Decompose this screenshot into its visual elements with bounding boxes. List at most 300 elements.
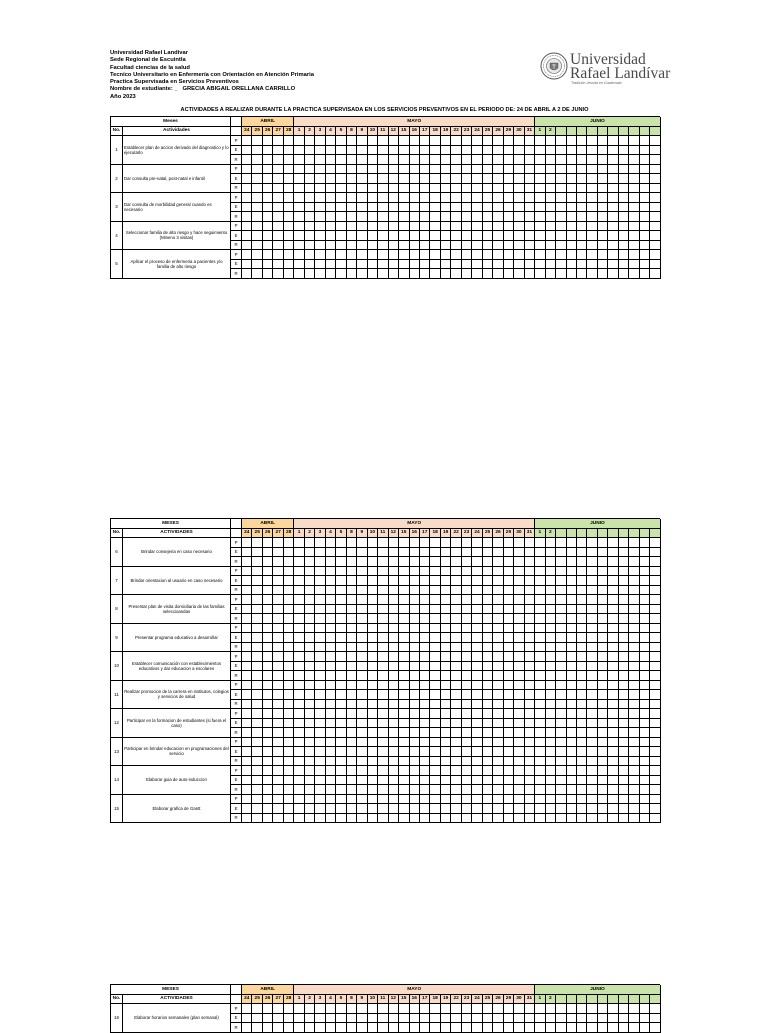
schedule-cell[interactable] xyxy=(546,804,556,814)
schedule-cell[interactable] xyxy=(357,633,367,643)
schedule-cell[interactable] xyxy=(284,567,294,577)
schedule-cell[interactable] xyxy=(399,814,409,824)
schedule-cell[interactable] xyxy=(273,747,283,757)
schedule-cell[interactable] xyxy=(430,260,440,270)
schedule-cell[interactable] xyxy=(504,595,514,605)
schedule-cell[interactable] xyxy=(378,776,388,786)
schedule-cell[interactable] xyxy=(546,709,556,719)
schedule-cell[interactable] xyxy=(420,766,430,776)
schedule-cell[interactable] xyxy=(294,576,304,586)
schedule-cell[interactable] xyxy=(525,738,535,748)
schedule-cell[interactable] xyxy=(640,241,650,251)
schedule-cell[interactable] xyxy=(305,785,315,795)
schedule-cell[interactable] xyxy=(451,538,461,548)
schedule-cell[interactable] xyxy=(629,605,639,615)
schedule-cell[interactable] xyxy=(284,269,294,279)
schedule-cell[interactable] xyxy=(650,595,660,605)
schedule-cell[interactable] xyxy=(368,203,378,213)
schedule-cell[interactable] xyxy=(410,231,420,241)
schedule-cell[interactable] xyxy=(336,719,346,729)
schedule-cell[interactable] xyxy=(640,633,650,643)
schedule-cell[interactable] xyxy=(430,595,440,605)
schedule-cell[interactable] xyxy=(640,567,650,577)
schedule-cell[interactable] xyxy=(483,538,493,548)
schedule-cell[interactable] xyxy=(284,652,294,662)
schedule-cell[interactable] xyxy=(451,1004,461,1014)
schedule-cell[interactable] xyxy=(525,690,535,700)
schedule-cell[interactable] xyxy=(525,260,535,270)
schedule-cell[interactable] xyxy=(336,804,346,814)
schedule-cell[interactable] xyxy=(315,231,325,241)
schedule-cell[interactable] xyxy=(273,269,283,279)
schedule-cell[interactable] xyxy=(389,785,399,795)
schedule-cell[interactable] xyxy=(462,662,472,672)
schedule-cell[interactable] xyxy=(315,738,325,748)
schedule-cell[interactable] xyxy=(577,814,587,824)
schedule-cell[interactable] xyxy=(368,652,378,662)
schedule-cell[interactable] xyxy=(493,681,503,691)
schedule-cell[interactable] xyxy=(598,548,608,558)
schedule-cell[interactable] xyxy=(263,165,273,175)
schedule-cell[interactable] xyxy=(410,146,420,156)
schedule-cell[interactable] xyxy=(430,557,440,567)
schedule-cell[interactable] xyxy=(483,212,493,222)
schedule-cell[interactable] xyxy=(493,586,503,596)
schedule-cell[interactable] xyxy=(462,681,472,691)
schedule-cell[interactable] xyxy=(242,738,252,748)
schedule-cell[interactable] xyxy=(514,804,524,814)
schedule-cell[interactable] xyxy=(284,1023,294,1033)
schedule-cell[interactable] xyxy=(441,671,451,681)
schedule-cell[interactable] xyxy=(504,212,514,222)
schedule-cell[interactable] xyxy=(493,1004,503,1014)
schedule-cell[interactable] xyxy=(462,155,472,165)
schedule-cell[interactable] xyxy=(577,776,587,786)
schedule-cell[interactable] xyxy=(326,719,336,729)
schedule-cell[interactable] xyxy=(608,1014,618,1024)
schedule-cell[interactable] xyxy=(252,174,262,184)
schedule-cell[interactable] xyxy=(525,1014,535,1024)
schedule-cell[interactable] xyxy=(629,203,639,213)
schedule-cell[interactable] xyxy=(315,766,325,776)
schedule-cell[interactable] xyxy=(493,231,503,241)
schedule-cell[interactable] xyxy=(472,1004,482,1014)
schedule-cell[interactable] xyxy=(472,624,482,634)
schedule-cell[interactable] xyxy=(430,193,440,203)
schedule-cell[interactable] xyxy=(556,814,566,824)
schedule-cell[interactable] xyxy=(451,795,461,805)
schedule-cell[interactable] xyxy=(567,700,577,710)
schedule-cell[interactable] xyxy=(410,174,420,184)
schedule-cell[interactable] xyxy=(336,700,346,710)
schedule-cell[interactable] xyxy=(451,757,461,767)
schedule-cell[interactable] xyxy=(410,586,420,596)
schedule-cell[interactable] xyxy=(378,671,388,681)
schedule-cell[interactable] xyxy=(357,548,367,558)
schedule-cell[interactable] xyxy=(462,538,472,548)
schedule-cell[interactable] xyxy=(357,766,367,776)
schedule-cell[interactable] xyxy=(556,595,566,605)
schedule-cell[interactable] xyxy=(420,260,430,270)
schedule-cell[interactable] xyxy=(493,662,503,672)
schedule-cell[interactable] xyxy=(640,557,650,567)
schedule-cell[interactable] xyxy=(284,576,294,586)
schedule-cell[interactable] xyxy=(650,757,660,767)
schedule-cell[interactable] xyxy=(357,557,367,567)
schedule-cell[interactable] xyxy=(567,576,577,586)
schedule-cell[interactable] xyxy=(420,662,430,672)
schedule-cell[interactable] xyxy=(336,269,346,279)
schedule-cell[interactable] xyxy=(493,184,503,194)
schedule-cell[interactable] xyxy=(252,165,262,175)
schedule-cell[interactable] xyxy=(567,146,577,156)
schedule-cell[interactable] xyxy=(556,671,566,681)
schedule-cell[interactable] xyxy=(525,567,535,577)
schedule-cell[interactable] xyxy=(525,184,535,194)
schedule-cell[interactable] xyxy=(315,700,325,710)
schedule-cell[interactable] xyxy=(242,624,252,634)
schedule-cell[interactable] xyxy=(546,174,556,184)
schedule-cell[interactable] xyxy=(577,643,587,653)
schedule-cell[interactable] xyxy=(336,785,346,795)
schedule-cell[interactable] xyxy=(263,624,273,634)
schedule-cell[interactable] xyxy=(273,605,283,615)
schedule-cell[interactable] xyxy=(410,260,420,270)
schedule-cell[interactable] xyxy=(294,1014,304,1024)
schedule-cell[interactable] xyxy=(357,700,367,710)
schedule-cell[interactable] xyxy=(493,785,503,795)
schedule-cell[interactable] xyxy=(420,795,430,805)
schedule-cell[interactable] xyxy=(556,241,566,251)
schedule-cell[interactable] xyxy=(650,538,660,548)
schedule-cell[interactable] xyxy=(567,269,577,279)
schedule-cell[interactable] xyxy=(629,1004,639,1014)
schedule-cell[interactable] xyxy=(273,136,283,146)
schedule-cell[interactable] xyxy=(368,605,378,615)
schedule-cell[interactable] xyxy=(535,766,545,776)
schedule-cell[interactable] xyxy=(504,738,514,748)
schedule-cell[interactable] xyxy=(326,728,336,738)
schedule-cell[interactable] xyxy=(483,766,493,776)
schedule-cell[interactable] xyxy=(598,165,608,175)
schedule-cell[interactable] xyxy=(441,1023,451,1033)
schedule-cell[interactable] xyxy=(336,538,346,548)
schedule-cell[interactable] xyxy=(483,700,493,710)
schedule-cell[interactable] xyxy=(252,212,262,222)
schedule-cell[interactable] xyxy=(284,633,294,643)
schedule-cell[interactable] xyxy=(242,700,252,710)
schedule-cell[interactable] xyxy=(399,643,409,653)
schedule-cell[interactable] xyxy=(535,155,545,165)
schedule-cell[interactable] xyxy=(378,814,388,824)
schedule-cell[interactable] xyxy=(441,595,451,605)
schedule-cell[interactable] xyxy=(441,605,451,615)
schedule-cell[interactable] xyxy=(546,1004,556,1014)
schedule-cell[interactable] xyxy=(336,605,346,615)
schedule-cell[interactable] xyxy=(504,1014,514,1024)
schedule-cell[interactable] xyxy=(493,605,503,615)
schedule-cell[interactable] xyxy=(252,538,262,548)
schedule-cell[interactable] xyxy=(347,1004,357,1014)
schedule-cell[interactable] xyxy=(598,241,608,251)
schedule-cell[interactable] xyxy=(430,203,440,213)
schedule-cell[interactable] xyxy=(368,643,378,653)
schedule-cell[interactable] xyxy=(347,681,357,691)
schedule-cell[interactable] xyxy=(567,747,577,757)
schedule-cell[interactable] xyxy=(608,586,618,596)
schedule-cell[interactable] xyxy=(546,576,556,586)
schedule-cell[interactable] xyxy=(284,814,294,824)
schedule-cell[interactable] xyxy=(357,1014,367,1024)
schedule-cell[interactable] xyxy=(315,614,325,624)
schedule-cell[interactable] xyxy=(378,260,388,270)
schedule-cell[interactable] xyxy=(587,643,597,653)
schedule-cell[interactable] xyxy=(640,548,650,558)
schedule-cell[interactable] xyxy=(619,193,629,203)
schedule-cell[interactable] xyxy=(525,1004,535,1014)
schedule-cell[interactable] xyxy=(378,184,388,194)
schedule-cell[interactable] xyxy=(629,1014,639,1024)
schedule-cell[interactable] xyxy=(525,231,535,241)
schedule-cell[interactable] xyxy=(546,785,556,795)
schedule-cell[interactable] xyxy=(252,567,262,577)
schedule-cell[interactable] xyxy=(326,709,336,719)
schedule-cell[interactable] xyxy=(430,804,440,814)
schedule-cell[interactable] xyxy=(640,662,650,672)
schedule-cell[interactable] xyxy=(273,548,283,558)
schedule-cell[interactable] xyxy=(284,538,294,548)
schedule-cell[interactable] xyxy=(263,548,273,558)
schedule-cell[interactable] xyxy=(640,203,650,213)
schedule-cell[interactable] xyxy=(567,548,577,558)
schedule-cell[interactable] xyxy=(462,203,472,213)
schedule-cell[interactable] xyxy=(577,614,587,624)
schedule-cell[interactable] xyxy=(399,212,409,222)
schedule-cell[interactable] xyxy=(315,576,325,586)
schedule-cell[interactable] xyxy=(535,738,545,748)
schedule-cell[interactable] xyxy=(242,165,252,175)
schedule-cell[interactable] xyxy=(493,766,503,776)
schedule-cell[interactable] xyxy=(472,222,482,232)
schedule-cell[interactable] xyxy=(315,136,325,146)
schedule-cell[interactable] xyxy=(294,747,304,757)
schedule-cell[interactable] xyxy=(608,728,618,738)
schedule-cell[interactable] xyxy=(336,155,346,165)
schedule-cell[interactable] xyxy=(504,700,514,710)
schedule-cell[interactable] xyxy=(608,785,618,795)
schedule-cell[interactable] xyxy=(451,241,461,251)
schedule-cell[interactable] xyxy=(389,586,399,596)
schedule-cell[interactable] xyxy=(483,624,493,634)
schedule-cell[interactable] xyxy=(483,776,493,786)
schedule-cell[interactable] xyxy=(587,804,597,814)
schedule-cell[interactable] xyxy=(315,212,325,222)
schedule-cell[interactable] xyxy=(326,785,336,795)
schedule-cell[interactable] xyxy=(608,814,618,824)
schedule-cell[interactable] xyxy=(326,633,336,643)
schedule-cell[interactable] xyxy=(619,804,629,814)
schedule-cell[interactable] xyxy=(357,203,367,213)
schedule-cell[interactable] xyxy=(650,614,660,624)
schedule-cell[interactable] xyxy=(608,193,618,203)
schedule-cell[interactable] xyxy=(263,136,273,146)
schedule-cell[interactable] xyxy=(368,709,378,719)
schedule-cell[interactable] xyxy=(535,193,545,203)
schedule-cell[interactable] xyxy=(430,605,440,615)
schedule-cell[interactable] xyxy=(608,690,618,700)
schedule-cell[interactable] xyxy=(242,146,252,156)
schedule-cell[interactable] xyxy=(273,662,283,672)
schedule-cell[interactable] xyxy=(608,269,618,279)
schedule-cell[interactable] xyxy=(514,203,524,213)
schedule-cell[interactable] xyxy=(305,804,315,814)
schedule-cell[interactable] xyxy=(441,193,451,203)
schedule-cell[interactable] xyxy=(504,643,514,653)
schedule-cell[interactable] xyxy=(577,250,587,260)
schedule-cell[interactable] xyxy=(514,250,524,260)
schedule-cell[interactable] xyxy=(430,165,440,175)
schedule-cell[interactable] xyxy=(577,1004,587,1014)
schedule-cell[interactable] xyxy=(535,269,545,279)
schedule-cell[interactable] xyxy=(504,804,514,814)
schedule-cell[interactable] xyxy=(629,567,639,577)
schedule-cell[interactable] xyxy=(619,269,629,279)
schedule-cell[interactable] xyxy=(389,250,399,260)
schedule-cell[interactable] xyxy=(410,269,420,279)
schedule-cell[interactable] xyxy=(483,671,493,681)
schedule-cell[interactable] xyxy=(472,738,482,748)
schedule-cell[interactable] xyxy=(315,222,325,232)
schedule-cell[interactable] xyxy=(451,184,461,194)
schedule-cell[interactable] xyxy=(493,709,503,719)
schedule-cell[interactable] xyxy=(284,766,294,776)
schedule-cell[interactable] xyxy=(441,624,451,634)
schedule-cell[interactable] xyxy=(451,643,461,653)
schedule-cell[interactable] xyxy=(493,719,503,729)
schedule-cell[interactable] xyxy=(525,586,535,596)
schedule-cell[interactable] xyxy=(294,757,304,767)
schedule-cell[interactable] xyxy=(514,757,524,767)
schedule-cell[interactable] xyxy=(504,548,514,558)
schedule-cell[interactable] xyxy=(650,690,660,700)
schedule-cell[interactable] xyxy=(640,614,650,624)
schedule-cell[interactable] xyxy=(430,155,440,165)
schedule-cell[interactable] xyxy=(619,624,629,634)
schedule-cell[interactable] xyxy=(640,155,650,165)
schedule-cell[interactable] xyxy=(483,231,493,241)
schedule-cell[interactable] xyxy=(546,567,556,577)
schedule-cell[interactable] xyxy=(378,605,388,615)
schedule-cell[interactable] xyxy=(567,709,577,719)
schedule-cell[interactable] xyxy=(514,814,524,824)
schedule-cell[interactable] xyxy=(357,681,367,691)
schedule-cell[interactable] xyxy=(368,595,378,605)
schedule-cell[interactable] xyxy=(441,165,451,175)
schedule-cell[interactable] xyxy=(410,165,420,175)
schedule-cell[interactable] xyxy=(514,738,524,748)
schedule-cell[interactable] xyxy=(451,174,461,184)
schedule-cell[interactable] xyxy=(368,222,378,232)
schedule-cell[interactable] xyxy=(305,766,315,776)
schedule-cell[interactable] xyxy=(472,614,482,624)
schedule-cell[interactable] xyxy=(357,250,367,260)
schedule-cell[interactable] xyxy=(368,766,378,776)
schedule-cell[interactable] xyxy=(525,605,535,615)
schedule-cell[interactable] xyxy=(441,652,451,662)
schedule-cell[interactable] xyxy=(472,605,482,615)
schedule-cell[interactable] xyxy=(441,146,451,156)
schedule-cell[interactable] xyxy=(483,193,493,203)
schedule-cell[interactable] xyxy=(650,184,660,194)
schedule-cell[interactable] xyxy=(357,776,367,786)
schedule-cell[interactable] xyxy=(263,212,273,222)
schedule-cell[interactable] xyxy=(598,1004,608,1014)
schedule-cell[interactable] xyxy=(410,1023,420,1033)
schedule-cell[interactable] xyxy=(493,757,503,767)
schedule-cell[interactable] xyxy=(472,633,482,643)
schedule-cell[interactable] xyxy=(608,700,618,710)
schedule-cell[interactable] xyxy=(242,567,252,577)
schedule-cell[interactable] xyxy=(650,747,660,757)
schedule-cell[interactable] xyxy=(368,624,378,634)
schedule-cell[interactable] xyxy=(462,671,472,681)
schedule-cell[interactable] xyxy=(420,241,430,251)
schedule-cell[interactable] xyxy=(326,681,336,691)
schedule-cell[interactable] xyxy=(629,719,639,729)
schedule-cell[interactable] xyxy=(577,785,587,795)
schedule-cell[interactable] xyxy=(619,757,629,767)
schedule-cell[interactable] xyxy=(598,652,608,662)
schedule-cell[interactable] xyxy=(336,709,346,719)
schedule-cell[interactable] xyxy=(472,538,482,548)
schedule-cell[interactable] xyxy=(389,776,399,786)
schedule-cell[interactable] xyxy=(483,567,493,577)
schedule-cell[interactable] xyxy=(493,155,503,165)
schedule-cell[interactable] xyxy=(546,586,556,596)
schedule-cell[interactable] xyxy=(598,766,608,776)
schedule-cell[interactable] xyxy=(399,652,409,662)
schedule-cell[interactable] xyxy=(347,633,357,643)
schedule-cell[interactable] xyxy=(315,795,325,805)
schedule-cell[interactable] xyxy=(629,766,639,776)
schedule-cell[interactable] xyxy=(389,231,399,241)
schedule-cell[interactable] xyxy=(577,766,587,776)
schedule-cell[interactable] xyxy=(525,814,535,824)
schedule-cell[interactable] xyxy=(378,633,388,643)
schedule-cell[interactable] xyxy=(546,605,556,615)
schedule-cell[interactable] xyxy=(462,605,472,615)
schedule-cell[interactable] xyxy=(567,690,577,700)
schedule-cell[interactable] xyxy=(504,795,514,805)
schedule-cell[interactable] xyxy=(326,652,336,662)
schedule-cell[interactable] xyxy=(587,614,597,624)
schedule-cell[interactable] xyxy=(577,1014,587,1024)
schedule-cell[interactable] xyxy=(493,212,503,222)
schedule-cell[interactable] xyxy=(368,785,378,795)
schedule-cell[interactable] xyxy=(368,776,378,786)
schedule-cell[interactable] xyxy=(514,184,524,194)
schedule-cell[interactable] xyxy=(567,795,577,805)
schedule-cell[interactable] xyxy=(284,747,294,757)
schedule-cell[interactable] xyxy=(640,728,650,738)
schedule-cell[interactable] xyxy=(284,212,294,222)
schedule-cell[interactable] xyxy=(504,719,514,729)
schedule-cell[interactable] xyxy=(525,766,535,776)
schedule-cell[interactable] xyxy=(619,212,629,222)
schedule-cell[interactable] xyxy=(472,804,482,814)
schedule-cell[interactable] xyxy=(305,814,315,824)
schedule-cell[interactable] xyxy=(525,785,535,795)
